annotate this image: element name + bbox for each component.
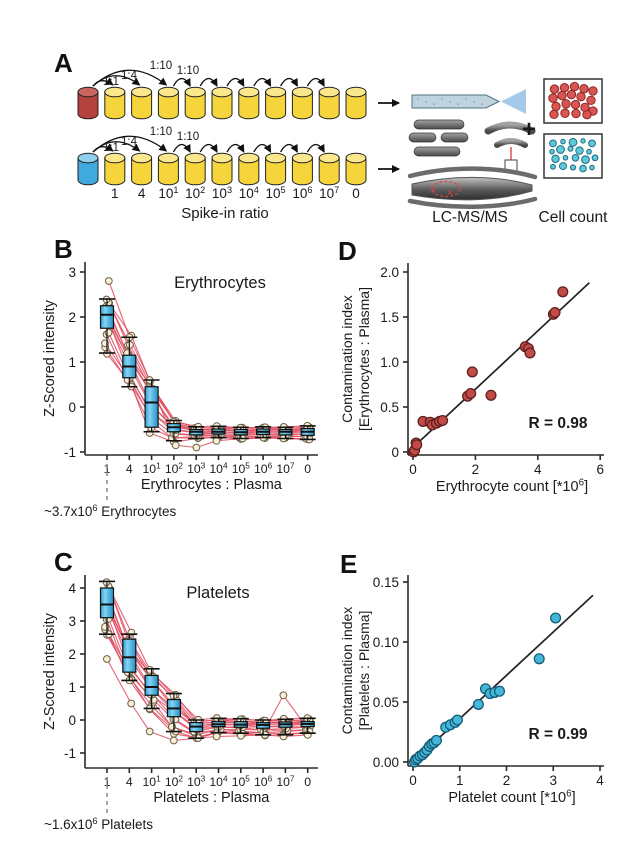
platelet-cell-icon [576,147,583,154]
x-tick-label: $10^5$ [231,460,250,476]
panel-a-label: A [54,48,73,78]
panel-b-label: B [54,234,73,264]
spike-ratio-label: $10^6$ [292,184,313,201]
plasma-tube-icon [158,153,178,185]
erythrocyte-cell-icon [570,82,578,90]
box-plots [99,299,316,441]
dilution-ratio-label: 1:1 [103,142,119,154]
y-tick-label: 2 [68,646,76,662]
box-plot [277,719,293,735]
data-point [486,390,496,400]
y-tick-label: 3 [68,613,76,629]
x-tick-label: $10^7$ [276,460,295,476]
x-axis-label: Platelets : Plasma [153,790,270,806]
data-point [525,348,535,358]
erythrocyte-cell-icon [550,110,558,118]
platelet-cell-icon [570,165,575,170]
plasma-tube-icon [239,87,259,119]
plasma-tube-icon [319,153,339,185]
x-tick-label: $10^4$ [209,773,228,789]
data-point [432,736,442,746]
platelet-cell-icon [560,163,567,170]
erythrocyte-cell-icon [583,110,591,118]
spike-ratio-label: $10^1$ [158,184,179,201]
data-point [466,389,476,399]
dilution-ratio-label: 1:10 [149,126,173,138]
y-axis-label: Contamination index [339,606,355,735]
x-tick-label: 4 [125,462,133,476]
dilution-arrow-icon [200,79,217,87]
platelet-cell-icon [569,138,577,146]
y-tick-label: 0 [391,444,399,460]
y-tick-label: 0.15 [372,574,399,590]
platelet-cell-icon [592,155,598,161]
spike-ratio-label: $10^3$ [211,184,233,201]
x-axis-label: Erythrocyte count $[*10^6]$ [435,477,589,495]
platelet-cell-icon [581,139,585,143]
platelet-cell-icon [552,155,559,162]
panel-c-label: C [54,547,73,577]
data-point [551,613,561,623]
spike-ratio-label: 0 [352,186,360,201]
x-tick-label: 2 [502,773,511,788]
x-tick-label: $10^2$ [164,460,183,476]
data-point [534,654,544,664]
svg-text:×: × [430,185,436,196]
x-tick-label: 0 [409,773,417,788]
spike-ratio-label: 4 [137,186,146,201]
chart-title: Erythrocytes [174,274,266,292]
dilution-arrow-icon [227,79,244,87]
data-point [550,308,560,318]
dilution-ratio-label: 1:10 [176,131,200,143]
x-tick-label: $10^6$ [254,460,273,476]
cell-count-icon [544,79,602,178]
x-axis-label: Platelet count $[*10^6]$ [448,788,576,806]
dilution-arrow-icon [254,145,271,153]
x-tick-label: 4 [596,773,604,788]
plasma-tube-icon [105,87,125,119]
y-tick-label: 1.5 [380,309,399,325]
spike-ratio-label: $10^4$ [238,184,259,201]
erythrocyte-cell-icon [580,85,588,93]
y-tick-label: -1 [63,444,76,460]
spike-ratio-axis-label: Spike-in ratio [181,205,269,222]
x-tick-label: 3 [549,773,558,788]
erythrocyte-cell-icon [549,94,557,102]
y-tick-label: 0.00 [372,754,399,770]
spike-amount-annotation: $\sim 3.7x10^6$ Erythrocytes [44,502,177,519]
data-point [438,416,448,426]
x-tick-label: 0 [304,775,312,789]
platelet-cell-icon [557,146,565,154]
y-tick-label: 0.5 [380,399,399,415]
plasma-tube-icon [132,87,152,119]
box-plot [144,380,160,432]
spike-amount-annotation: $\sim 1.6x10^6$ Platelets [44,815,154,832]
platelet-tube-icon [78,153,98,185]
x-tick-label: $10^4$ [209,460,228,476]
data-point [467,367,477,377]
y-axis-label: Contamination index [339,295,355,423]
plasma-tube-icon [185,153,205,185]
chart-title: Platelets [186,584,250,602]
x-tick-label: 4 [125,775,133,789]
dilution-arrow-icon [281,79,298,87]
dilution-ratio-label: 1:1 [103,76,119,88]
y-tick-label: 2.0 [380,264,399,280]
y-axis-label: Z-Scored intensity [42,300,58,417]
erythrocyte-cell-icon [562,100,570,108]
spike-ratio-label: $10^5$ [265,184,286,201]
y-tick-label: 3 [68,264,76,280]
platelet-cell-icon [561,139,566,144]
platelet-cell-icon [587,149,592,154]
plasma-tube-icon [185,87,205,119]
x-tick-label: $10^1$ [142,460,161,476]
data-points [410,613,561,767]
platelet-cell-icon [580,165,587,172]
erythrocyte-cell-icon [552,102,560,110]
dilution-arrow-icon [307,79,324,87]
data-point [495,686,505,696]
cell-count-label: Cell count [538,209,608,226]
erythrocyte-cell-icon [571,100,579,108]
plasma-tube-icon [239,153,259,185]
x-tick-label: 0 [409,462,417,477]
y-tick-label: -1 [63,745,76,761]
plasma-tube-icon [346,87,366,119]
erythrocyte-cell-icon [550,85,558,93]
y-axis-label: [Platelets : Plasma] [356,610,372,731]
platelet-cell-icon [568,146,573,151]
data-point [474,700,484,710]
dilution-ratio-label: 1:10 [149,60,173,72]
y-tick-label: 0 [68,712,76,728]
plasma-tube-icon [292,153,312,185]
erythrocyte-tube-icon [78,87,98,119]
y-tick-label: 1 [68,679,76,695]
erythrocyte-cell-icon [558,91,566,99]
dilution-arrow-icon [307,145,324,153]
chart-d-scatter [339,263,604,495]
chart-c-platelets [42,575,318,832]
erythrocyte-cell-icon [561,109,569,117]
plasma-tube-icon [132,153,152,185]
lc-ms-ms-label: LC-MS/MS [432,209,508,226]
x-tick-label: 0 [304,462,312,476]
x-tick-label: $10^7$ [276,773,295,789]
platelet-cell-icon [572,155,579,162]
panel-a-diagram [78,60,608,226]
y-tick-label: 4 [68,580,76,596]
plasma-tube-icon [158,87,178,119]
chart-e-scatter [339,575,604,806]
platelet-cell-icon [551,164,556,169]
x-tick-label: $10^5$ [231,773,250,789]
y-tick-label: 2 [68,309,76,325]
electrospray-needle-icon [412,95,499,108]
dilution-arrow-icon [173,145,190,153]
y-tick-label: 1.0 [380,354,399,370]
plasma-tube-icon [346,153,366,185]
chart-b-erythrocytes [42,262,318,519]
platelet-cell-icon [589,140,596,147]
erythrocyte-cell-icon [567,90,575,98]
data-point [412,440,422,450]
x-tick-label: $10^1$ [142,773,161,789]
box-plots [99,581,316,738]
platelet-cell-icon [550,140,557,147]
data-point [453,715,463,725]
x-tick-label: 4 [534,462,542,477]
dilution-arrow-icon [281,145,298,153]
spike-ratio-label: $10^7$ [319,184,340,201]
y-tick-label: 1 [68,354,76,370]
platelet-cell-icon [590,165,595,170]
erythrocyte-cell-icon [572,109,580,117]
x-tick-label: $10^6$ [254,773,273,789]
plasma-tube-icon [212,153,232,185]
dilution-ratio-label: 1:4 [121,70,137,82]
box-plot [99,299,115,353]
x-tick-label: $10^3$ [187,773,206,789]
x-tick-label: 1 [455,773,464,788]
y-axis-label: [Erythrocytes : Plasma] [356,287,372,431]
correlation-label: R = 0.99 [528,726,588,743]
platelet-cell-icon [563,156,568,161]
y-axis-label: Z-Scored intensity [42,613,58,730]
x-tick-label: $10^3$ [187,460,206,476]
x-tick-label: 2 [471,462,480,477]
dilution-arrow-icon [200,145,217,153]
platelet-cell-icon [550,149,555,154]
plasma-tube-icon [266,153,286,185]
plasma-tube-icon [212,87,232,119]
erythrocyte-cell-icon [589,87,597,95]
panel-d-label: D [338,236,357,266]
x-tick-label: 6 [596,462,604,477]
panel-e-label: E [340,549,358,579]
svg-text:×: × [447,188,453,199]
y-tick-label: 0.05 [372,694,399,710]
plasma-tube-icon [292,87,312,119]
erythrocyte-cell-icon [587,96,595,104]
plasma-tube-icon [319,87,339,119]
dilution-arrow-icon [254,79,271,87]
mass-spectrometer-icon [409,89,535,207]
data-point [558,287,568,297]
plus-sign: + [521,116,537,143]
dilution-ratio-label: 1:4 [121,136,137,148]
y-tick-label: 0.10 [372,634,399,650]
dilution-arrow-icon [173,79,190,87]
plasma-tube-icon [266,87,286,119]
plasma-tube-icon [105,153,125,185]
erythrocyte-cell-icon [560,83,568,91]
x-axis-label: Erythrocytes : Plasma [140,477,282,493]
erythrocyte-cell-icon [577,92,585,100]
dilution-arrow-icon [227,145,244,153]
correlation-label: R = 0.98 [528,415,588,432]
platelet-cell-icon [582,156,590,164]
spike-ratio-label: 1 [111,186,119,201]
x-tick-label: 1 [103,462,111,476]
y-tick-label: 0 [68,399,76,415]
x-tick-label: 1 [103,775,111,789]
dilution-ratio-label: 1:10 [176,65,200,77]
spike-ratio-label: $10^2$ [185,184,206,201]
x-tick-label: $10^2$ [164,773,183,789]
spray-icon [501,89,526,114]
